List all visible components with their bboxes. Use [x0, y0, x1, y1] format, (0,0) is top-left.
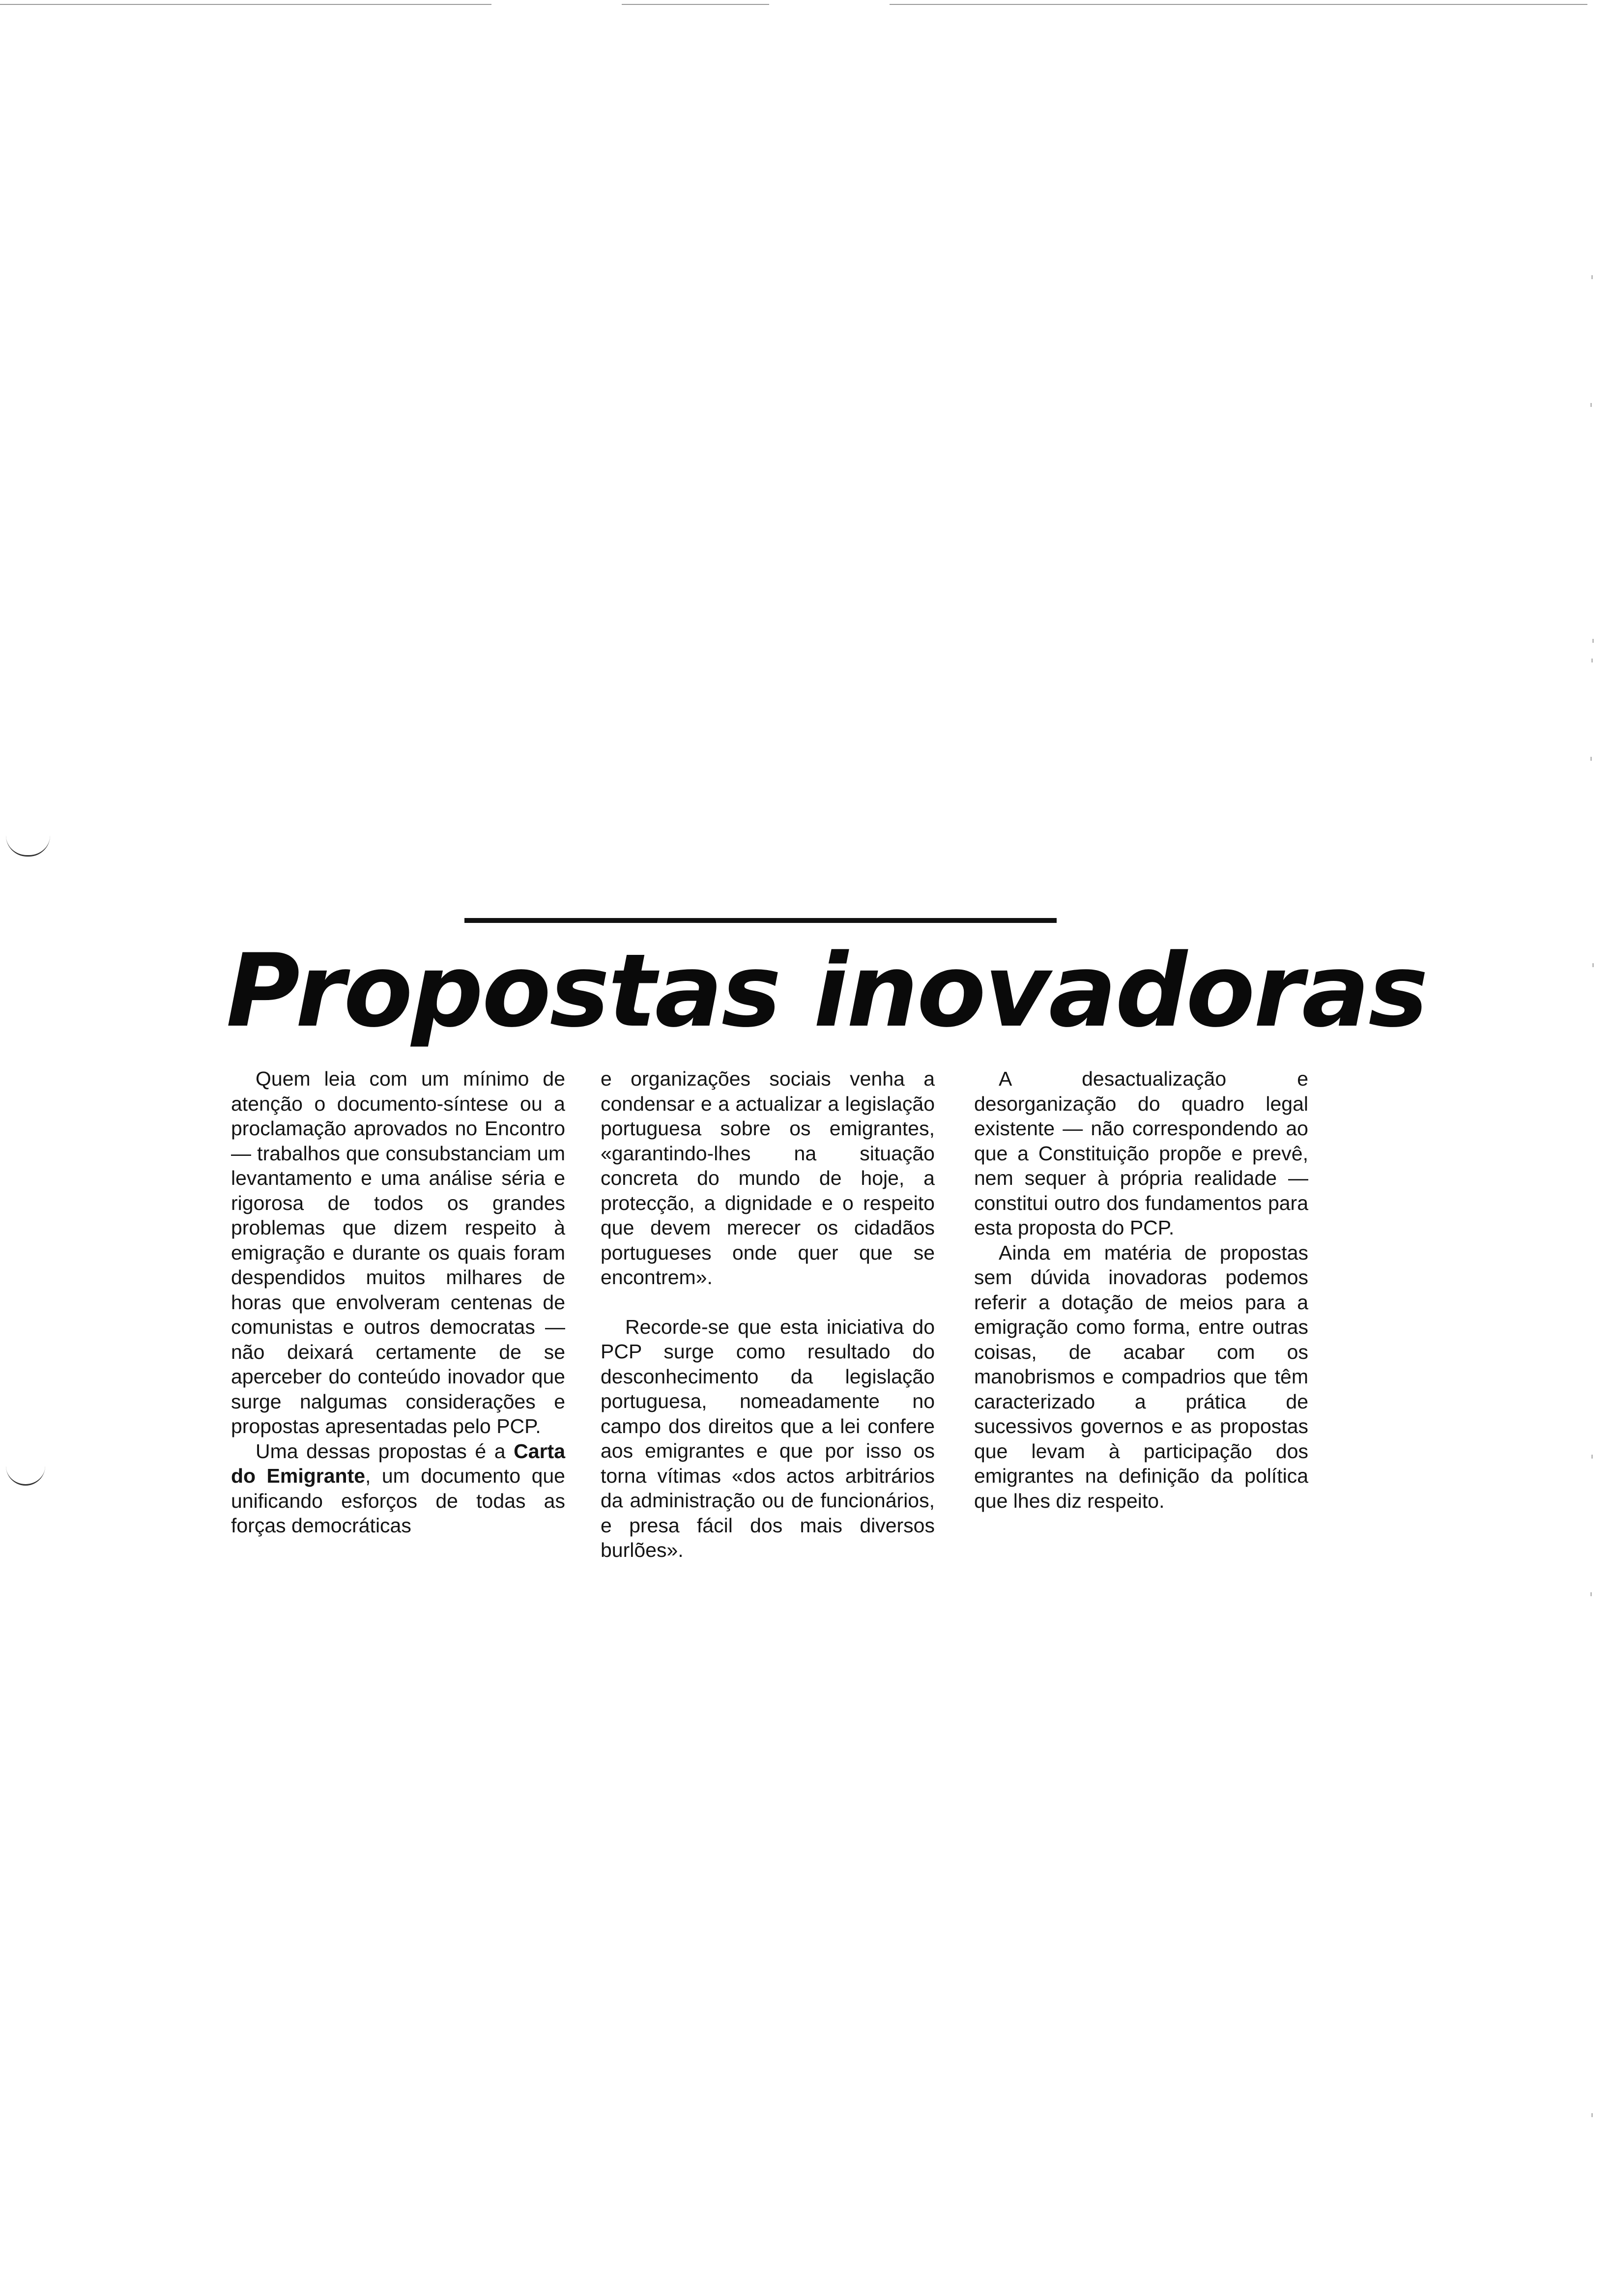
article-column-2: [601, 1066, 935, 1563]
paragraph: e organizações sociais venha a condensar e a actualizar a legislação portuguesa sobre os emigrantes, «garantindo-lhes na situação concreta do mundo de hoje, a protecção, a dignidade e o respeito que devem merecer os cidadãos portugueses onde quer que se encontrem».: [601, 1067, 935, 1289]
scan-edge-line-right: [890, 4, 1587, 5]
headline-rule: [464, 918, 1057, 923]
paragraph: Ainda em matéria de propostas sem dúvida inovadoras podemos referir a dotação de meios para a emigração como forma, entre outras coisas, de acabar com os manobrismos e compadrios que têm caracterizado a prática de sucessivos governos e as propostas que levam à participação dos emigrantes na definição da política que lhes diz respeito.: [974, 1241, 1308, 1512]
paragraph-text: Uma dessas propostas é a: [256, 1439, 514, 1463]
fold-mark-lower: [6, 1464, 45, 1486]
edge-speck: [1590, 757, 1592, 761]
edge-speck: [1591, 275, 1593, 279]
emphasized-term: Carta do Emigrante: [231, 1439, 565, 1487]
scan-edge-line-left: [0, 4, 491, 5]
article-column-1: [231, 1066, 565, 1538]
paragraph: A desactualização e desorganização do quadro legal existente — não correspondendo ao que a Constituição propõe e prevê, nem sequer à própria realidade — constitui outro dos fundamentos para esta proposta do PCP.: [974, 1067, 1308, 1239]
edge-speck: [1591, 2113, 1593, 2117]
edge-speck: [1592, 963, 1594, 967]
paragraph-text: , um documento que unificando esforços de todas as forças democráticas: [231, 1464, 565, 1537]
paragraph: Recorde-se que esta iniciativa do PCP surge como resultado do desconhecimento da legislação portuguesa, nomeadamente no campo dos direitos que a lei confere aos emigrantes e que por isso os torna vítimas «dos actos arbitrários da administração ou de funcionários, e presa fácil dos mais diversos burlões».: [601, 1315, 935, 1561]
fold-mark-upper: [6, 835, 50, 857]
article-headline: Propostas inovadoras: [226, 933, 1427, 1050]
edge-speck: [1592, 639, 1594, 643]
edge-speck: [1590, 1592, 1592, 1596]
paragraph: [231, 1439, 565, 1538]
edge-speck: [1590, 403, 1592, 407]
scan-edge-line-middle: [622, 4, 769, 5]
article-column-3: [974, 1066, 1308, 1513]
edge-speck: [1591, 1455, 1593, 1459]
paragraph: Quem leia com um mínimo de atenção o documento-síntese ou a proclamação aprovados no Encontro — trabalhos que consubstanciam um levantamento e uma análise séria e rigorosa de todos os grandes problemas que dizem respeito à emigração e durante os quais foram despendidos muitos milhares de horas que envolveram centenas de comunistas e outros democratas — não deixará certamente de se aperceber do conteúdo inovador que surge nalgumas considerações e propostas apresentadas pelo PCP.: [231, 1067, 565, 1437]
edge-speck: [1591, 659, 1593, 662]
